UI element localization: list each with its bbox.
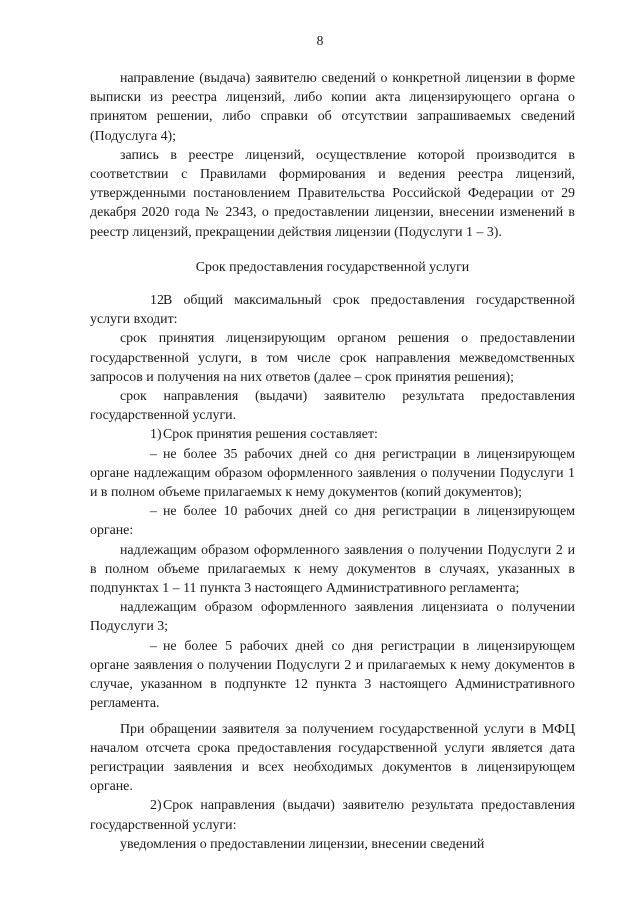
paragraph-decision-term: срок принятия лицензирующим органом решения о предоставлении государственной услуги, в том числе срок направления межведомственных запросов и получения на них ответов (далее – срок принятия решения);: [90, 331, 575, 385]
item-number: 2): [150, 798, 162, 814]
dash-mark: –: [150, 638, 157, 654]
clause-text: В общий максимальный срок предоставления государственной услуги входит:: [90, 293, 575, 328]
clause-12: [90, 291, 575, 329]
item-2: [90, 796, 575, 834]
dash-mark: –: [150, 446, 157, 462]
item-number: 1): [150, 427, 162, 443]
dash-item-10-days: [90, 502, 575, 540]
dash-mark: –: [150, 504, 157, 520]
clause-number: 12.: [150, 293, 168, 309]
item-1: [90, 425, 575, 444]
item-text: Срок направления (выдачи) заявителю результата предоставления государственной услуги:: [90, 798, 575, 833]
paragraph-result-term: срок направления (выдачи) заявителю результата предоставления государственной услуги.: [90, 389, 575, 424]
dash-text: не более 5 рабочих дней со дня регистрации в лицензирующем органе заявления о получении Подуслуги 2 и прилагаемых к нему документов в случае, указанном в подпункте 12 пункта 3 настоящего Административного регламента.: [90, 638, 575, 712]
section-heading: Срок предоставления государственной услуги: [195, 259, 470, 275]
dash-text: не более 35 рабочих дней со дня регистрации в лицензирующем органе надлежащим образом оформленного заявления о получении Подуслуги 1 и в полном объеме прилагаемых к нему документов (копий документов);: [90, 446, 575, 501]
paragraph-notification: уведомления о предоставлении лицензии, внесении сведений: [120, 836, 485, 852]
dash-item-35-days: [90, 445, 575, 503]
paragraph-subservice-3-application: надлежащим образом оформленного заявления лицензиата о получении Подуслуги 3;: [90, 600, 575, 635]
dash-item-5-days: [90, 637, 575, 714]
item-text: Срок принятия решения составляет:: [163, 427, 378, 443]
paragraph-subservice-4: направление (выдача) заявителю сведений о конкретной лицензии в форме выписки из реестра лицензий, либо копии акта лицензирующего органа о принятом решении, либо справки об отсутствии запрашиваемых сведений (Подуслуга 4);: [90, 71, 575, 144]
page-number: 8: [316, 33, 324, 48]
dash-text: не более 10 рабочих дней со дня регистрации в лицензирующем органе:: [90, 504, 575, 539]
paragraph-registry-record: запись в реестре лицензий, осуществление которой производится в соответствии с Правилами формирования и ведения реестра лицензий, утвержденными постановлением Правительства Российской Федерации от 29 декабря 2020 года № 2343, о предоставлении лицензии, внесении изменений в реестр лицензий, прекращении действия лицензии (Подуслуги 1 – 3).: [90, 147, 575, 240]
paragraph-subservice-2-application: надлежащим образом оформленного заявления о получении Подуслуги 2 и в полном объеме прилагаемых к нему документов в случаях, указанных в подпунктах 1 – 11 пункта 3 настоящего Административного регламента;: [90, 542, 575, 597]
document-body: [90, 69, 575, 854]
paragraph-mfc: При обращении заявителя за получением государственной услуги в МФЦ началом отсчета срока предоставления государственной услуги является дата регистрации заявления и всех необходимых документов в лицензирующем органе.: [90, 721, 575, 795]
